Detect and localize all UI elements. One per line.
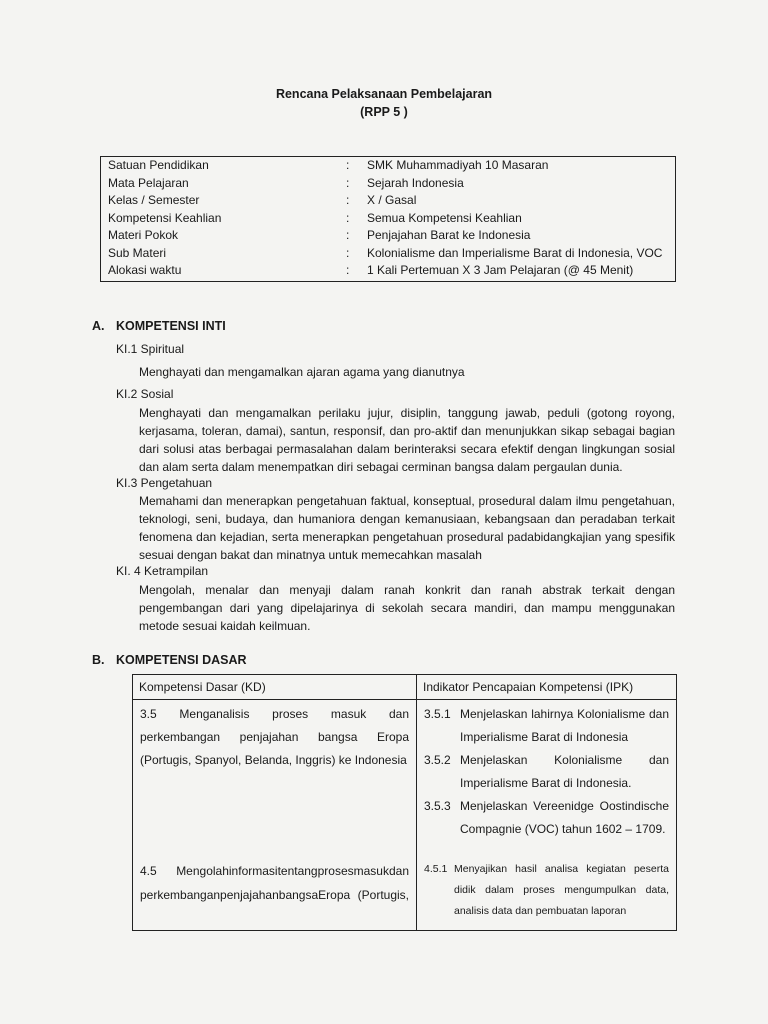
ki2-text: Menghayati dan mengamalkan perilaku jujur, disiplin, tanggung jawab, peduli (gotong royong, kerjasama, toleran, damai), santun, responsif, dan pro-aktif dan menunjukkan sikap sebagai bagian dari solusi atas berbagai permasalahan dalam berinteraksi secara efektif dengan lingkungan sosial dan alam serta dalam menempatkan diri sebagai cerminan bangsa dalam pergaulan dunia. <box>139 406 675 474</box>
ipk-header: Indikator Pencapaian Kompetensi (IPK) <box>417 675 677 700</box>
document-subtitle: (RPP 5 ) <box>360 105 408 119</box>
kd-header: Kompetensi Dasar (KD) <box>133 675 417 700</box>
ipk-3-5-3: 3.5.3 Menjelaskan Vereenidge Oostindische Compagnie (VOC) tahun 1602 – 1709. <box>424 799 669 836</box>
info-row: Kelas / Semester : X / Gasal <box>108 193 417 207</box>
kd-4-5: 4.5 Mengolahinformasitentangprosesmasukdan perkembanganpenjajahanbangsaEropa (Portugis, <box>140 864 409 902</box>
info-row: Kompetensi Keahlian : Semua Kompetensi Keahlian <box>108 210 522 225</box>
info-row: Alokasi waktu : 1 Kali Pertemuan X 3 Jam Pelajaran (@ 45 Menit) <box>108 263 634 277</box>
section-a-heading: A. KOMPETENSI INTI <box>92 319 226 333</box>
ipk-3-5-1: 3.5.1 Menjelaskan lahirnya Kolonialisme dan Imperialisme Barat di Indonesia <box>424 707 669 744</box>
table-row <box>133 700 677 857</box>
ki2-label: KI.2 Sosial <box>116 387 174 401</box>
ipk-3-5-2: 3.5.2 Menjelaskan Kolonialisme dan Imperialisme Barat di Indonesia. <box>424 753 669 790</box>
ki1-label: KI.1 Spiritual <box>116 342 185 356</box>
table-header-row <box>133 675 677 700</box>
info-row: Mata Pelajaran : Sejarah Indonesia <box>108 175 464 190</box>
kd-3-5: 3.5 Menganalisis proses masuk dan perkembangan penjajahan bangsa Eropa (Portugis, Spanyol, Belanda, Inggris) ke Indonesia <box>140 707 409 767</box>
info-row: Satuan Pendidikan : SMK Muhammadiyah 10 Masaran <box>108 158 549 172</box>
ki3-text: Memahami dan menerapkan pengetahuan faktual, konseptual, prosedural dalam ilmu pengetahuan, teknologi, seni, budaya, dan humaniora dengan kemanusiaan, kebangsaan dan peradaban terkait fenomena dan kejadian, serta menerapkan pengetahuan prosedural padabidangkajian yang spesifik sesuai dengan bakat dan minatnya untuk memecahkan masalah <box>139 494 675 562</box>
info-row: Materi Pokok : Penjajahan Barat ke Indonesia <box>108 228 531 242</box>
document-title: Rencana Pelaksanaan Pembelajaran <box>275 87 493 101</box>
ki3-label: KI.3 Pengetahuan <box>116 476 213 490</box>
identity-table <box>100 156 676 282</box>
ki4-label: KI. 4 Ketrampilan <box>116 564 209 578</box>
section-b-heading: B. KOMPETENSI DASAR <box>92 653 247 667</box>
ki4-text: Mengolah, menalar dan menyaji dalam ranah konkrit dan ranah abstrak terkait dengan pengembangan dari yang dipelajarinya di sekolah secara mandiri, dan mampu menggunakan metode sesuai kaidah keilmuan. <box>139 583 675 633</box>
ki1-text: Menghayati dan mengamalkan ajaran agama yang dianutnya <box>139 365 465 379</box>
kd-table <box>132 674 677 931</box>
table-row: 4.5 Mengolahinformasitentangprosesmasukdan perkembanganpenjajahanbangsaEropa (Portugis, 4.5.1 Menyajikan hasil analisa kegiatan peserta didik dalam proses mengumpulkan data, analisis data dan pembuatan laporan <box>133 856 677 931</box>
info-row: Sub Materi : Kolonialisme dan Imperialisme Barat di Indonesia, VOC <box>108 245 663 260</box>
